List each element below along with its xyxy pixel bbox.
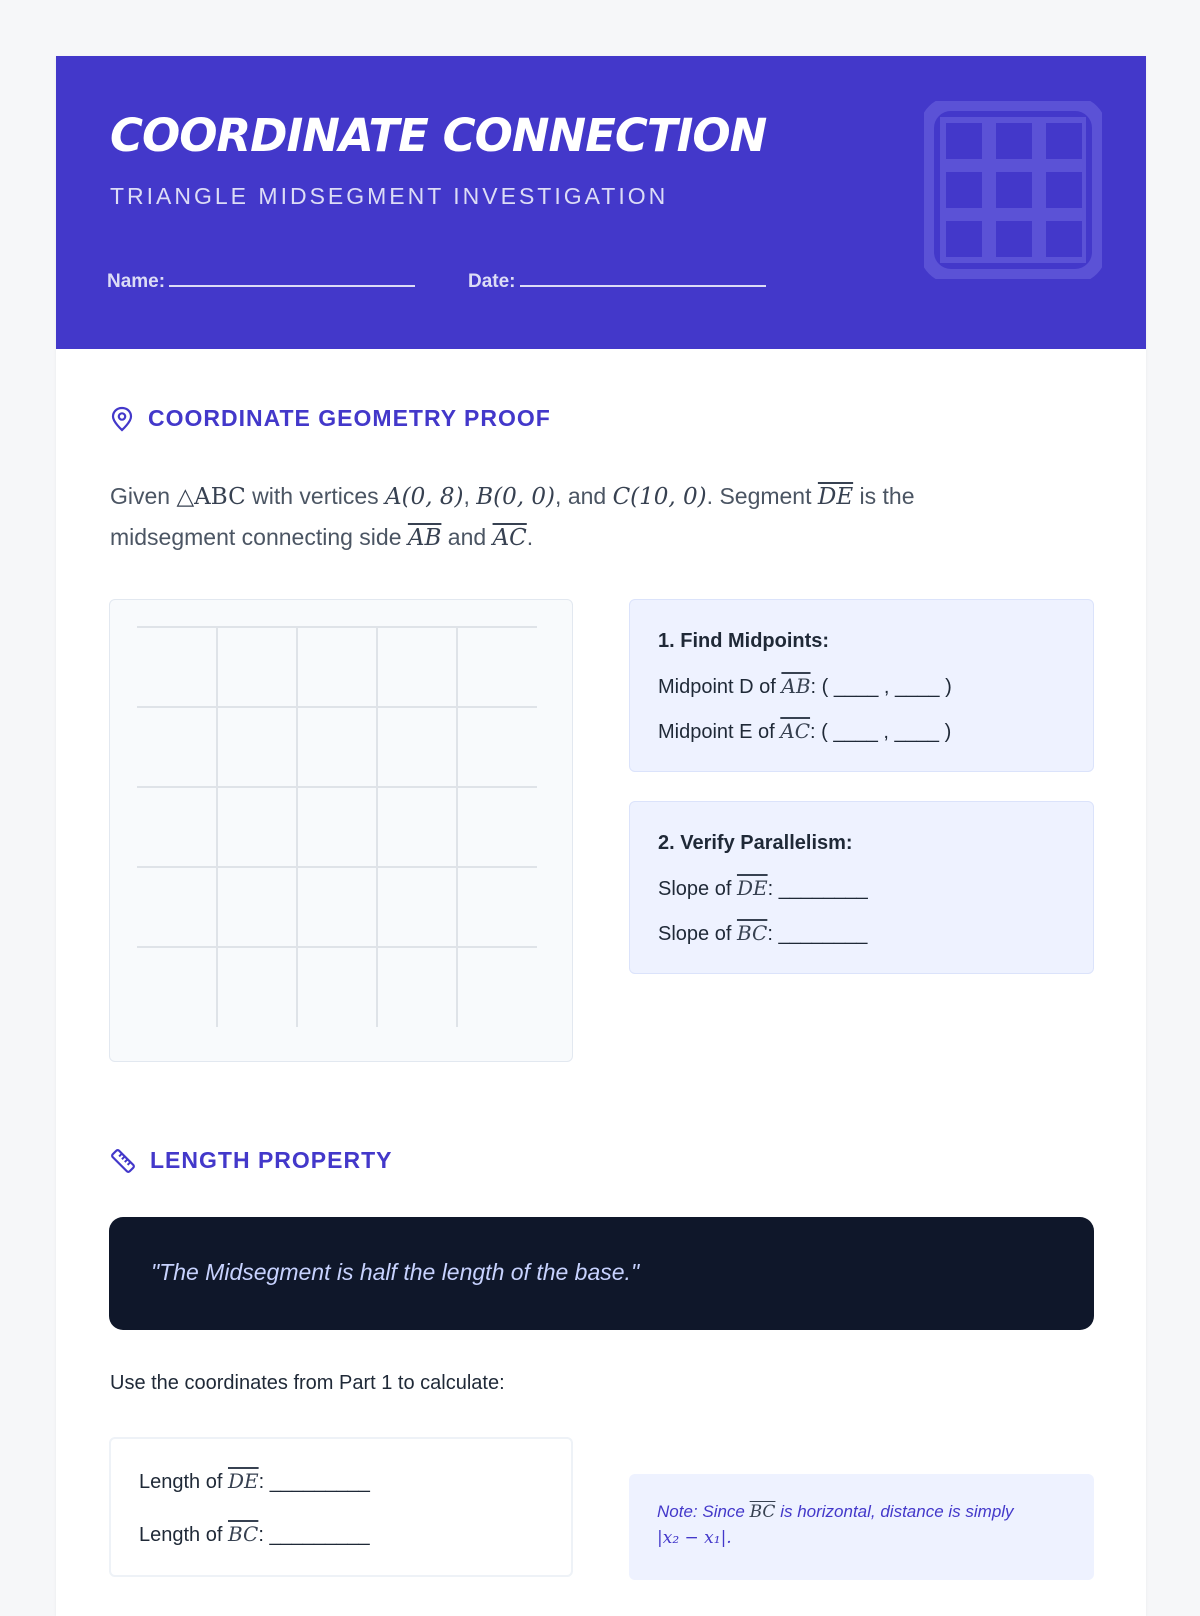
section-heading-label: COORDINATE GEOMETRY PROOF bbox=[148, 405, 551, 431]
vertex-c: C(10, 0) bbox=[612, 484, 707, 510]
note-line-1: Note: Since $\overline{BC}$ is horizontal, distance is simply bbox=[657, 1502, 1014, 1522]
midpoint-e-line[interactable]: Midpoint E of $\overline{AC}$: ( ____ , ____ ) bbox=[658, 719, 952, 743]
length-bc-line[interactable]: Length of $\overline{BC}$: _________ bbox=[139, 1522, 370, 1546]
worksheet bbox=[56, 56, 1146, 1616]
segment-ac: $\overline{AC}$ bbox=[492, 525, 527, 551]
grid-lines bbox=[110, 600, 572, 1061]
vertex-b: B(0, 0) bbox=[476, 484, 556, 510]
map-pin-icon bbox=[110, 406, 134, 432]
ruler-icon bbox=[110, 1148, 136, 1174]
vertex-a: A(0, 8) bbox=[385, 484, 464, 510]
hint-note bbox=[629, 1474, 1094, 1580]
section-heading-length bbox=[110, 1147, 392, 1174]
card-verify-parallelism bbox=[629, 801, 1094, 974]
date-field[interactable] bbox=[468, 269, 766, 293]
triangle-notation: △ABC bbox=[176, 484, 246, 510]
name-blank[interactable] bbox=[169, 269, 415, 287]
date-label: Date: bbox=[468, 271, 516, 292]
header-banner bbox=[56, 56, 1146, 349]
length-de-line[interactable]: Length of $\overline{DE}$: _________ bbox=[139, 1469, 370, 1493]
key-property-quote bbox=[109, 1217, 1094, 1330]
section-heading-proof bbox=[110, 405, 551, 432]
name-field[interactable] bbox=[107, 269, 415, 293]
date-blank[interactable] bbox=[520, 269, 766, 287]
coordinate-grid[interactable] bbox=[109, 599, 573, 1062]
card-find-midpoints bbox=[629, 599, 1094, 772]
length-answers-box bbox=[109, 1437, 573, 1577]
grid-icon bbox=[924, 101, 1102, 279]
note-formula: |x₂ − x₁|. bbox=[657, 1528, 732, 1548]
name-label: Name: bbox=[107, 271, 166, 292]
problem-statement: Given △ABC with vertices A(0, 8), B(0, 0), and C(10, 0). Segment $\overline{DE}$ is the midsegment connecting side $\overline{AB}$ and $\overline{AC}$. bbox=[110, 483, 915, 551]
slope-bc-line[interactable]: Slope of $\overline{BC}$: ________ bbox=[658, 921, 868, 945]
card-title: 2. Verify Parallelism: bbox=[658, 832, 853, 854]
card-title: 1. Find Midpoints: bbox=[658, 630, 830, 652]
section-heading-label: LENGTH PROPERTY bbox=[150, 1147, 393, 1173]
slope-de-line[interactable]: Slope of $\overline{DE}$: ________ bbox=[658, 876, 868, 900]
segment-ab: $\overline{AB}$ bbox=[407, 525, 442, 551]
page-subtitle: TRIANGLE MIDSEGMENT INVESTIGATION bbox=[110, 183, 669, 209]
page-title: COORDINATE CONNECTION bbox=[110, 109, 767, 162]
segment-de: $\overline{DE}$ bbox=[817, 484, 854, 510]
quote-text: "The Midsegment is half the length of the base." bbox=[151, 1259, 640, 1285]
midpoint-d-line[interactable]: Midpoint D of $\overline{AB}$: ( ____ , ____ ) bbox=[658, 674, 952, 698]
calculation-instruction: Use the coordinates from Part 1 to calculate: bbox=[110, 1372, 505, 1394]
